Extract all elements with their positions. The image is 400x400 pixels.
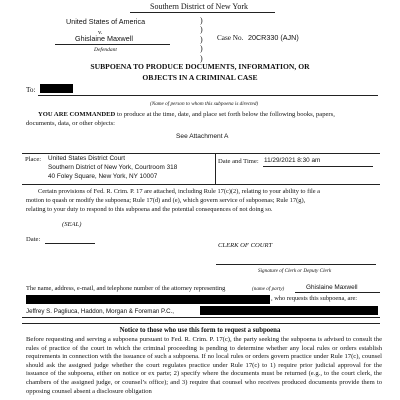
attorney-line1: The name, address, e-mail, and telephone number of the attorney representing [26, 285, 226, 292]
attorney-underline [22, 317, 380, 318]
seal-label: (SEAL) [62, 221, 82, 228]
plaintiff-name: United States of America [66, 17, 146, 26]
defendant-label: Defendant [94, 47, 117, 53]
versus-label: v. [98, 29, 103, 36]
recipient-underline [38, 95, 378, 96]
party-underline [295, 292, 380, 293]
place-line3: 40 Foley Square, New York, NY 10007 [48, 173, 158, 180]
place-line2: Southern District of New York, Courtroom 318 [48, 164, 178, 171]
caption-parentheses: ) ) ) ) ) [200, 16, 203, 63]
provisions-line1: Certain provisions of Fed. R. Crim. P. 17 are attached, including Rule 17(c)(2), relating to your ability to file a [38, 188, 321, 195]
provisions-line3: relating to your duty to respond to this subpoena and the potential consequences of not doing so. [26, 206, 273, 213]
commanded-bold: YOU ARE COMMANDED [38, 111, 116, 118]
attorney-redaction-1 [26, 295, 270, 304]
notice-top-rule [22, 323, 380, 324]
commanded-line2: documents, data, or other objects: [26, 120, 115, 127]
party-caption: (name of party) [252, 286, 285, 292]
datetime-label: Date and Time: [218, 158, 259, 165]
court-district: Southern District of New York [150, 2, 248, 11]
place-box-bottom [22, 184, 380, 185]
clerk-signature-caption: Signature of Clerk or Deputy Clerk [258, 268, 332, 274]
attachment-reference: See Attachment A [176, 133, 229, 140]
clerk-of-court: CLERK OF COURT [218, 242, 273, 249]
place-label: Place: [25, 156, 42, 163]
recipient-redaction [40, 84, 73, 93]
place-line1: United States District Court [48, 155, 126, 162]
notice-body: Before requesting and serving a subpoena pursuant to Fed. R. Crim. P. 17(c), the party seeking the subpoena is advised to consult the rules of practice of the court in which the criminal proceeding is pending to determine whether any local rules or orders establish requirements in connection with the issuance of such a subpoena. If no local rules or orders govern practice under Rule 17(c), counsel should ask the assigned judge whether the court regulates practice under Rule 17(c) to 1) require prior judicial approval for the issuance of the subpoena, either on notice or ex parte; 2) specify where the documents must be returned (e.g., to the court clerk, the chambers of the assigned judge, or counsel’s office); and 3) require that counsel who receives produced documents provide them to opposing counsel absent a disclosure obligation [26, 336, 382, 395]
commanded-text: to produce at the time, date, and place set forth below the following books, papers, [115, 111, 335, 118]
defendant-underline [55, 44, 170, 45]
attorney-info: Jeffrey S. Pagliuca, Haddon, Morgan & Foreman P.C., [26, 308, 175, 315]
party-name: Ghislaine Maxwell [306, 284, 358, 291]
clerk-signature-line [216, 264, 376, 265]
recipient-caption: (Name of person to whom this subpoena is directed) [150, 101, 259, 107]
notice-heading: Notice to those who use this form to request a subpoena [119, 327, 281, 334]
header-rule [130, 12, 275, 13]
attorney-line2: , who requests this subpoena, are: [271, 295, 358, 302]
subpoena-title-line1: SUBPOENA TO PRODUCE DOCUMENTS, INFORMATION, OR [90, 62, 310, 71]
defendant-name: Ghislaine Maxwell [75, 34, 133, 43]
date-underline [45, 243, 95, 244]
date-label: Date: [26, 236, 41, 243]
place-box-divider [215, 153, 216, 184]
case-number: 20CR330 (AJN) [248, 33, 299, 42]
to-label: To: [26, 86, 36, 94]
commanded-line1 [38, 111, 335, 118]
case-number-label: Case No. [217, 34, 244, 42]
place-box-top [22, 153, 380, 154]
subpoena-title-line2: OBJECTS IN A CRIMINAL CASE [142, 73, 258, 82]
provisions-line2: motion to quash or modify the subpoena; Rule 17(d) and (e), which govern service of subpoenas; Rule 17(g), [26, 197, 306, 204]
datetime-value: 11/29/2021 8:30 am [264, 157, 321, 164]
datetime-underline [263, 166, 373, 167]
attorney-redaction-2 [200, 306, 378, 315]
